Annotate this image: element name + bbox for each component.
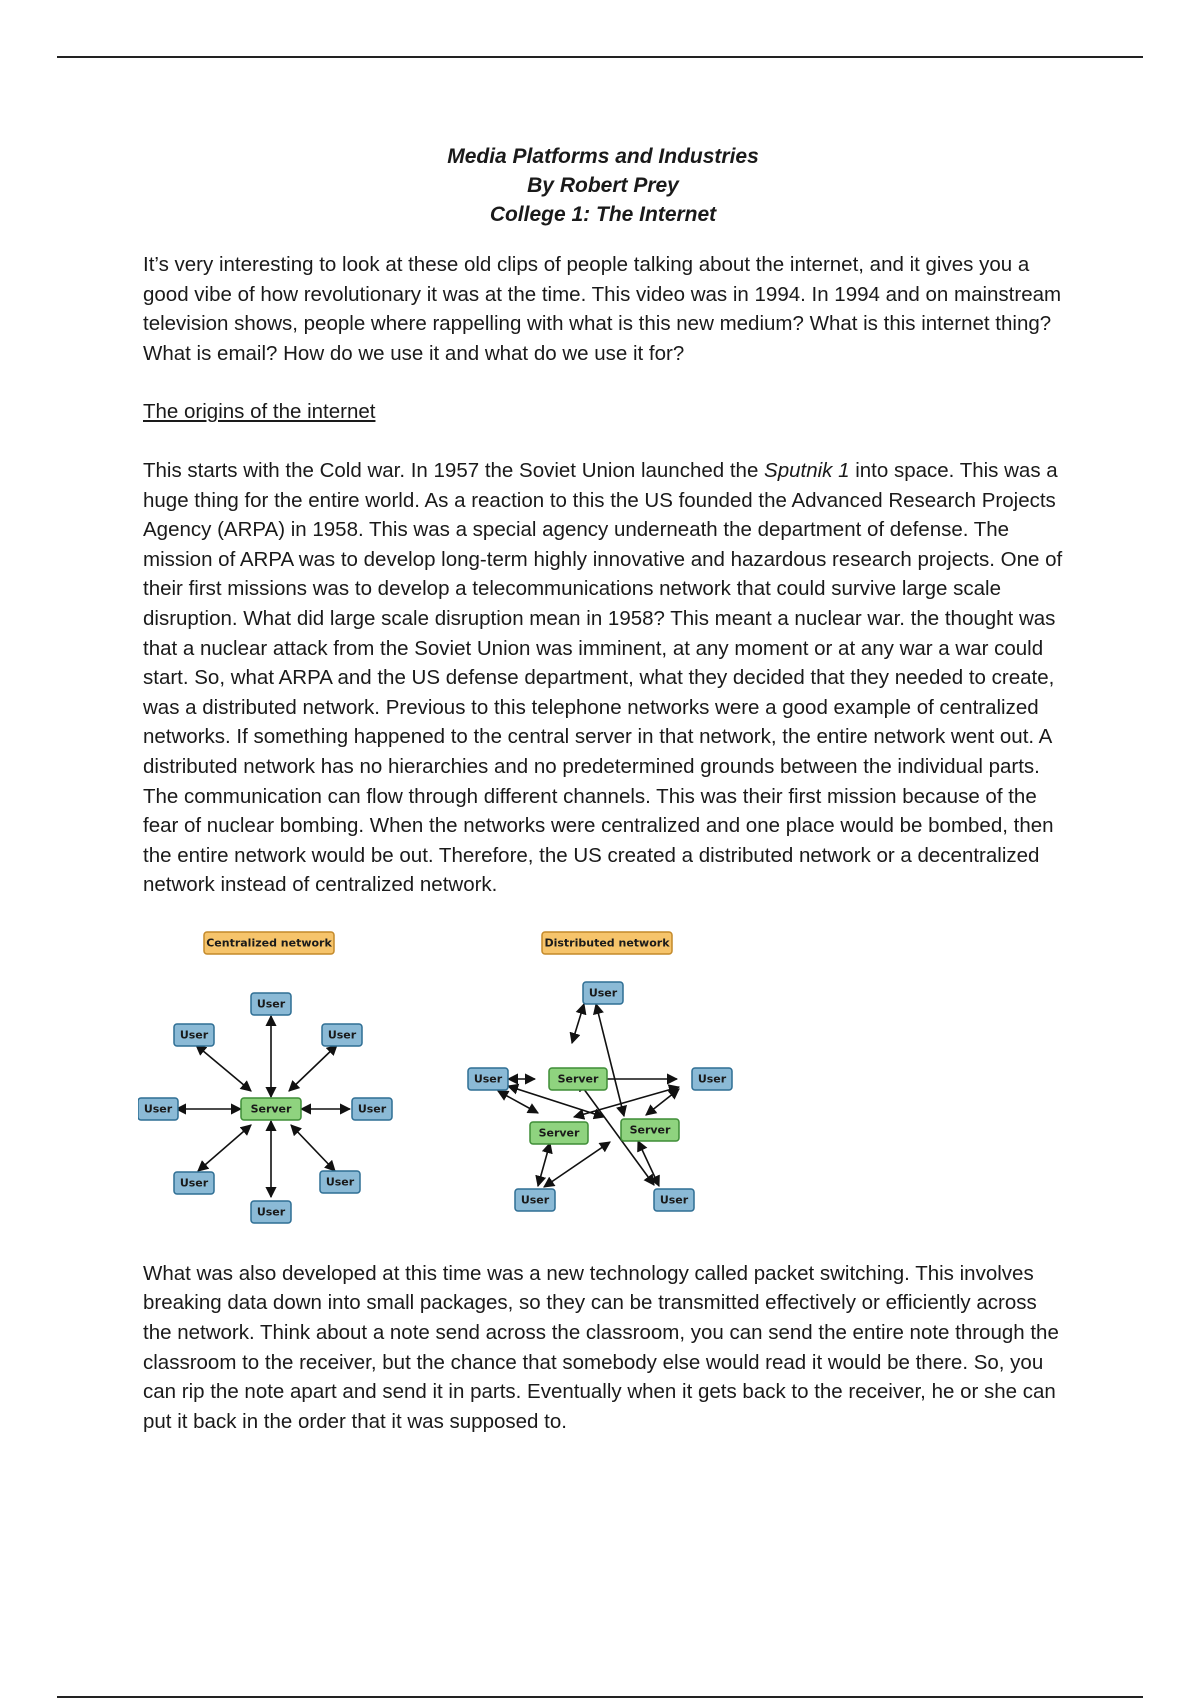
node-label: User	[473, 1072, 503, 1086]
footer-rule	[57, 1696, 1143, 1698]
distributed-network-label	[542, 932, 672, 954]
node-label: Server	[538, 1126, 580, 1140]
node-label: Server	[557, 1072, 599, 1086]
user-node	[468, 1068, 508, 1090]
node-label: User	[588, 986, 618, 1000]
section-heading-origins: The origins of the internet	[143, 400, 376, 424]
document-body	[143, 142, 1063, 1436]
sputnik-italic: Sputnik 1	[764, 458, 850, 482]
user-node	[515, 1189, 555, 1211]
document-title	[143, 142, 1063, 229]
user-node	[322, 1024, 362, 1046]
node-label: User	[520, 1193, 550, 1207]
centralized-network-label	[204, 932, 334, 954]
edge-d-top-servera	[572, 1004, 584, 1043]
user-node	[692, 1068, 732, 1090]
user-node	[138, 1098, 178, 1120]
origins-text-rest: into space. This was a huge thing for the entire world. As a reaction to this the US founded the Advanced Research Projects Agency (ARPA) in 1958. This was a special agency underneath the department of defense. The mission of ARPA was to develop long-term highly innovative and hazardous research projects. One of their first missions was to develop a telecommunications network that could survive large scale disruption. What did large scale disruption mean in 1958? This meant a nuclear war. the thought was that a nuclear attack from the Soviet Union was imminent, at any moment or at any war a war could start. So, what ARPA and the US defense department, what they decided that they needed to create, was a distributed network. Previous to this telephone networks were a good example of centralized networks. If something happened to the central server in that network, the entire network went out. A distributed network has no hierarchies and no predetermined grounds between the individual parts. The communication can flow through different channels. This was their first mission because of the fear of nuclear bombing. When the networks were centralized and one place would be bombed, then the entire network would be out. Therefore, the US created a distributed network or a decentralized network instead of centralized network.	[143, 458, 1063, 897]
edge-d-right-serverc	[646, 1089, 679, 1115]
node-label: User	[659, 1193, 689, 1207]
user-node	[174, 1172, 214, 1194]
node-label: User	[357, 1102, 387, 1116]
edge-d-top-serverc	[596, 1004, 624, 1116]
node-label: Server	[250, 1102, 292, 1116]
edge-d-serverb-user	[538, 1143, 550, 1186]
title-author: By Robert Prey	[527, 174, 679, 197]
edge-d-serverc-bottomleft	[544, 1142, 610, 1187]
server-node	[549, 1068, 607, 1090]
intro-paragraph: It’s very interesting to look at these old clips of people talking about the internet, and it gives you a good vibe of how revolutionary it was at the time. This video was in 1994. In 1994 and on mainstream television shows, people where rappelling with what is this new medium? What is this internet thing? What is email? How do we use it and what do we use it for?	[143, 253, 1062, 365]
edge-c-top-right	[289, 1045, 337, 1091]
edge-d-serverc-user	[638, 1141, 659, 1186]
node-label: User	[256, 1205, 286, 1219]
user-node	[251, 1201, 291, 1223]
node-label: User	[256, 997, 286, 1011]
packet-switching-paragraph: What was also developed at this time was a new technology called packet switching. This involves breaking data down into small packages, so they can be transmitted effectively or efficiently across the network. Think about a note send across the classroom, you can send the entire note through the classroom to the receiver, but the chance that somebody else would read it would be there. So, you can rip the note apart and send it in parts. Eventually when it gets back to the receiver, he or she can put it back in the order that it was supposed to.	[143, 1261, 1059, 1433]
header-rule	[57, 56, 1143, 58]
server-node	[530, 1122, 588, 1144]
server-node	[621, 1119, 679, 1141]
centralized-network-text: Centralized network	[206, 936, 332, 950]
node-label: User	[143, 1102, 173, 1116]
origins-paragraph	[143, 456, 1063, 900]
title-lecture: College 1: The Internet	[489, 203, 717, 226]
user-node	[174, 1024, 214, 1046]
distributed-edges	[498, 1004, 679, 1187]
node-label: Server	[629, 1123, 671, 1137]
edge-c-top-left	[196, 1045, 251, 1091]
node-label: User	[179, 1028, 209, 1042]
user-node	[583, 982, 623, 1004]
user-node	[320, 1171, 360, 1193]
node-label: User	[697, 1072, 727, 1086]
user-node	[352, 1098, 392, 1120]
user-node	[654, 1189, 694, 1211]
node-label: User	[327, 1028, 357, 1042]
user-node	[251, 993, 291, 1015]
origins-text-start: This starts with the Cold war. In 1957 the Soviet Union launched the	[143, 458, 765, 482]
network-diagram-svg	[138, 921, 1058, 1259]
edge-c-bottom-right	[291, 1125, 335, 1171]
central-server	[241, 1098, 301, 1120]
node-label: User	[325, 1175, 355, 1189]
title-course: Media Platforms and Industries	[447, 145, 759, 168]
distributed-network-text: Distributed network	[544, 936, 670, 950]
network-diagram	[138, 921, 1058, 1259]
edge-c-bottom-left	[198, 1125, 251, 1171]
node-label: User	[179, 1176, 209, 1190]
